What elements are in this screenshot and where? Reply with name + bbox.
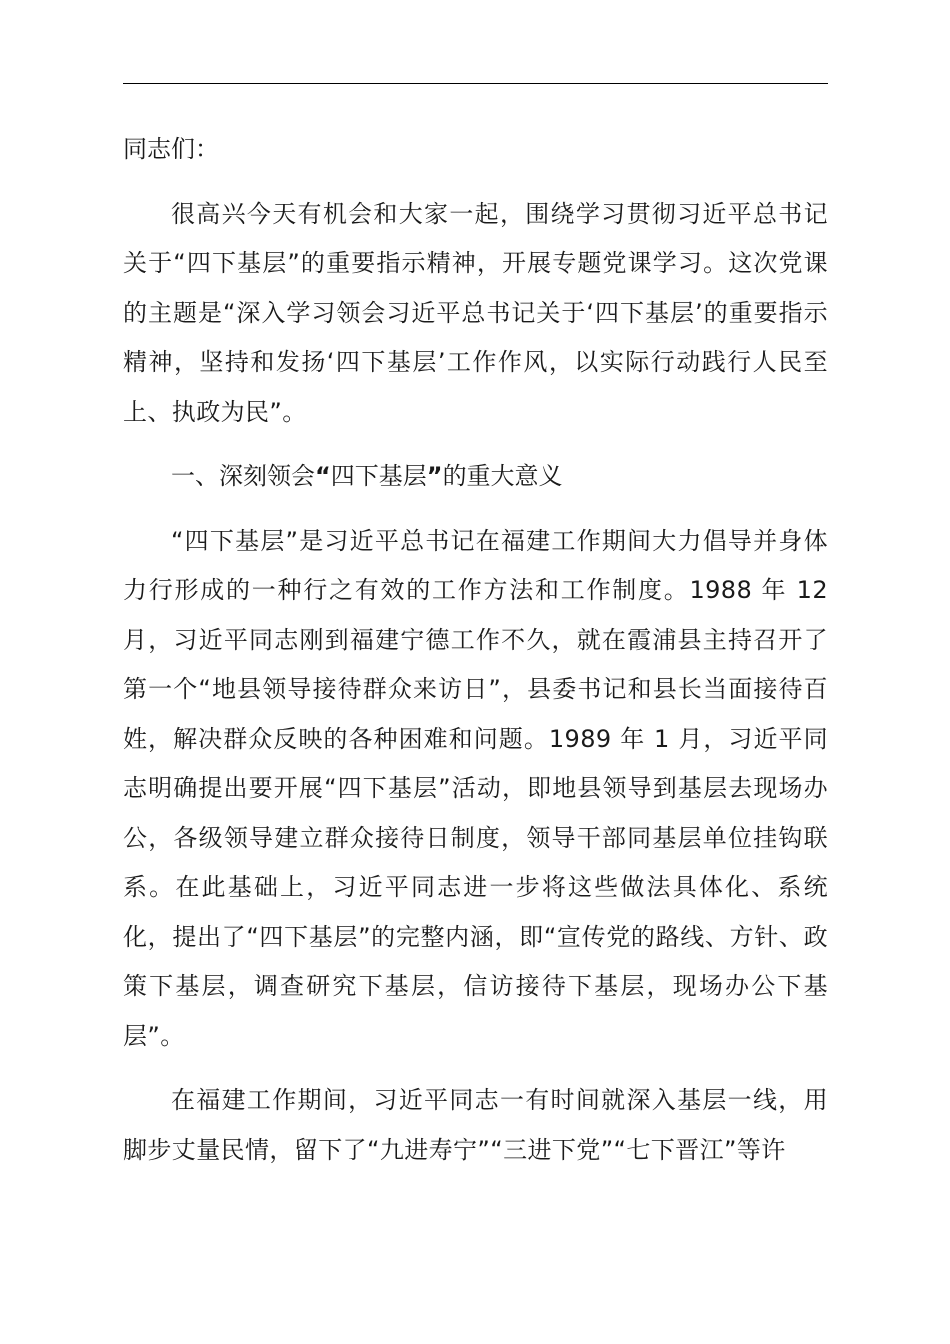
heading-prefix: 一、深刻领会 [171, 462, 315, 490]
greeting: 同志们： [123, 135, 219, 163]
header-rule [123, 83, 828, 84]
heading-quote-open: “ [315, 462, 331, 490]
heading-term: 四下基层 [330, 462, 427, 490]
heading-quote-close: ” [426, 462, 443, 490]
document-body [123, 125, 828, 1190]
paragraph-history: “四下基层”是习近平总书记在福建工作期间大力倡导并身体力行形成的一种行之有效的工作方法和工作制度。1988 年 12 月，习近平同志刚到福建宁德工作不久，就在霞浦县主持召开了第一个“地县领导接待群众来访日”，县委书记和县长当面接待百姓，解决群众反映的各种困难和问题。1989 年 1 月，习近平同志明确提出要开展“四下基层”活动，即地县领导到基层去现场办公，各级领导建立群众接待日制度，领导干部同基层单位挂钩联系。在此基础上，习近平同志进一步将这些做法具体化、系统化，提出了“四下基层”的完整内涵，即“宣传党的路线、方针、政策下基层，调查研究下基层，信访接待下基层，现场办公下基层”。 [123, 526, 828, 1050]
section-heading [123, 452, 828, 502]
paragraph-fujian: 在福建工作期间，习近平同志一有时间就深入基层一线，用脚步丈量民情，留下了“九进寿宁”“三进下党”“七下晋江”等许 [123, 1086, 828, 1164]
paragraph-intro: 很高兴今天有机会和大家一起，围绕学习贯彻习近平总书记关于“四下基层”的重要指示精神，开展专题党课学习。这次党课的主题是“深入学习领会习近平总书记关于‘四下基层’的重要指示精神，坚持和发扬‘四下基层’工作作风，以实际行动践行人民至上、执政为民”。 [123, 199, 828, 426]
heading-suffix: 的重大意义 [442, 462, 563, 490]
